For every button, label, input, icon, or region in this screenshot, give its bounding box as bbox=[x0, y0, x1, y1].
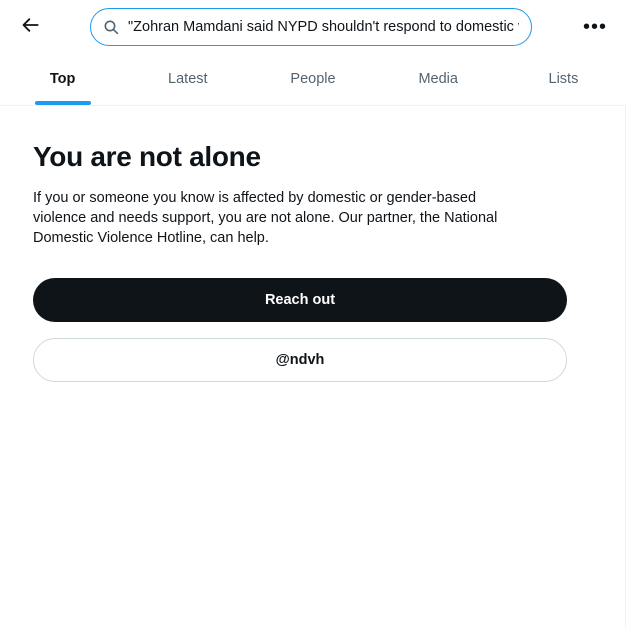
tab-top[interactable] bbox=[0, 53, 125, 105]
tab-label: Lists bbox=[548, 71, 579, 87]
back-button[interactable] bbox=[14, 10, 48, 44]
reach-out-button[interactable] bbox=[33, 278, 567, 322]
tab-media[interactable] bbox=[376, 53, 501, 105]
search-tabs bbox=[0, 53, 626, 106]
tab-label: Top bbox=[49, 71, 76, 87]
tab-lists[interactable] bbox=[501, 53, 626, 105]
search-container bbox=[48, 8, 574, 46]
tab-people[interactable] bbox=[250, 53, 375, 105]
ndvh-profile-button[interactable] bbox=[33, 338, 567, 382]
search-box[interactable] bbox=[90, 8, 532, 46]
search-icon bbox=[103, 19, 119, 35]
tab-label: Latest bbox=[168, 71, 208, 87]
search-input[interactable] bbox=[128, 9, 519, 45]
ndvh-label: @ndvh bbox=[275, 352, 325, 368]
tab-label: People bbox=[290, 71, 336, 87]
reach-out-label: Reach out bbox=[264, 292, 336, 308]
tab-latest[interactable] bbox=[125, 53, 250, 105]
page-title: You are not alone bbox=[33, 141, 261, 172]
tab-label: Media bbox=[418, 71, 458, 87]
support-description: If you or someone you know is affected by domestic or gender-based violence and needs support, you are not alone. Our partner, the National Domestic Violence Hotline, can help. bbox=[33, 190, 498, 246]
arrow-left-icon bbox=[21, 15, 41, 38]
more-options-button[interactable] bbox=[578, 10, 612, 44]
tab-active-indicator bbox=[35, 101, 91, 105]
top-bar bbox=[0, 0, 626, 53]
more-horizontal-icon: ••• bbox=[582, 15, 607, 38]
support-notice-panel bbox=[0, 106, 626, 628]
